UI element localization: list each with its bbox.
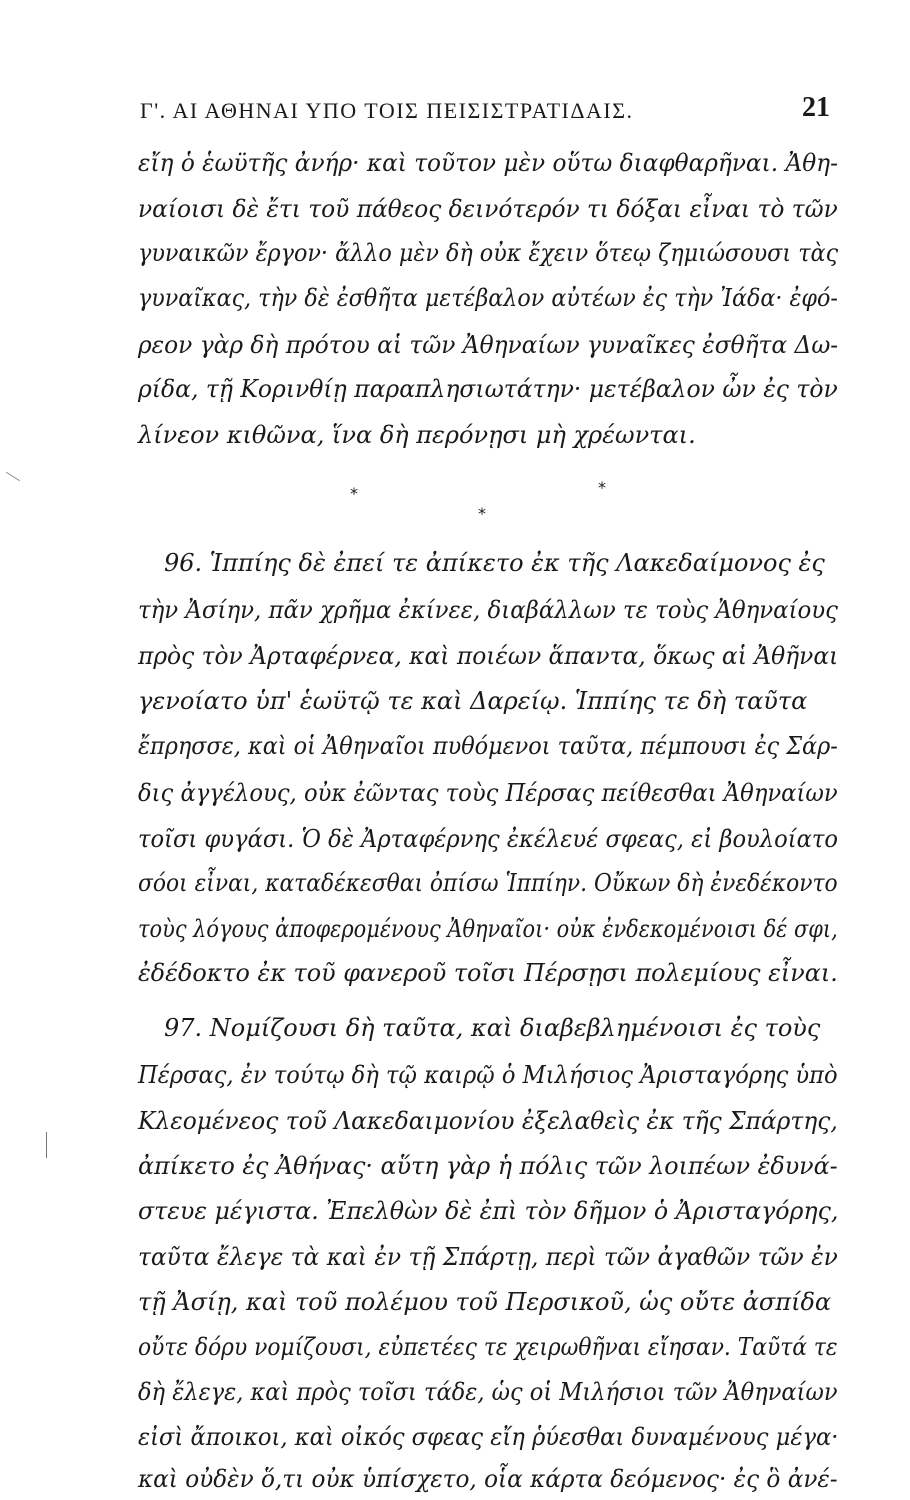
text-line: λίνεον κιθῶνα, ἵνα δὴ περόνῃσι μὴ χρέωνται. [138,421,696,449]
text-line: καὶ οὐδὲν ὅ,τι οὐκ ὑπίσχετο, οἷα κάρτα δεόμενος· ἐς ὃ ἀνέ- [138,1465,838,1493]
separator-asterisk: * [598,478,606,497]
text-line: ρίδα, τῇ Κορινθίῃ παραπλησιωτάτην· μετέβαλον ὦν ἐς τὸν [138,375,838,403]
text-line: ταῦτα ἔλεγε τὰ καὶ ἐν τῇ Σπάρτῃ, περὶ τῶν ἀγαθῶν τῶν ἐν [138,1243,838,1271]
text-line: ρεον γὰρ δὴ πρότου αἱ τῶν Ἀθηναίων γυναῖκες ἐσθῆτα Δω- [138,331,839,359]
text-line: τοὺς λόγους ἀποφερομένους Ἀθηναῖοι· οὐκ ἐνδεκομένοισι δέ σφι, [138,915,838,943]
running-header [140,92,830,132]
text-line: 96. Ἱππίης δὲ ἐπεί τε ἀπίκετο ἐκ τῆς Λακεδαίμονος ἐς [164,549,825,577]
text-line: δις ἀγγέλους, οὐκ ἐῶντας τοὺς Πέρσας πείθεσθαι Ἀθηναίων [138,779,838,807]
text-line: στευε μέγιστα. Ἐπελθὼν δὲ ἐπὶ τὸν δῆμον ὁ Ἀρισταγόρης, [138,1197,839,1225]
margin-mark [46,1132,47,1158]
text-line: Πέρσας, ἐν τούτῳ δὴ τῷ καιρῷ ὁ Μιλήσιος Ἀρισταγόρης ὑπὸ [138,1061,838,1089]
separator-asterisk: * [350,484,358,503]
text-line: δὴ ἔλεγε, καὶ πρὸς τοῖσι τάδε, ὡς οἱ Μιλήσιοι τῶν Ἀθηναίων [138,1378,838,1406]
scan-edge-mark [6,472,20,481]
chapter-title: Γ'. ΑΙ ΑΘΗΝΑΙ ΥΠΟ ΤΟΙΣ ΠΕΙΣΙΣΤΡΑΤΙΔΑΙΣ. [140,98,634,123]
text-line: τῇ Ἀσίῃ, καὶ τοῦ πολέμου τοῦ Περσικοῦ, ὡς οὔτε ἀσπίδα [138,1288,832,1316]
text-line: ἀπίκετο ἐς Ἀθήνας· αὕτη γὰρ ἡ πόλις τῶν λοιπέων ἐδυνά- [138,1152,838,1180]
text-line: εἴη ὁ ἑωϋτῆς ἀνήρ· καὶ τοῦτον μὲν οὕτω διαφθαρῆναι. Ἀθη- [138,149,838,177]
text-line: τοῖσι φυγάσι. Ὁ δὲ Ἀρταφέρνης ἐκέλευέ σφεας, εἰ βουλοίατο [138,825,838,853]
text-line: πρὸς τὸν Ἀρταφέρνεα, καὶ ποιέων ἅπαντα, ὅκως αἱ Ἀθῆναι [138,642,839,670]
text-line: ἐδέδοκτο ἐκ τοῦ φανεροῦ τοῖσι Πέρσῃσι πολεμίους εἶναι. [138,959,838,987]
text-line: 97. Νομίζουσι δὴ ταῦτα, καὶ διαβεβλημένοισι ἐς τοὺς [164,1014,821,1042]
text-line: γυναῖκας, τὴν δὲ ἐσθῆτα μετέβαλον αὐτέων ἐς τὴν Ἰάδα· ἐφό- [138,284,838,312]
text-line: γενοίατο ὑπ' ἑωϋτῷ τε καὶ Δαρείῳ. Ἱππίης τε δὴ ταῦτα [138,687,808,715]
text-line: Κλεομένεος τοῦ Λακεδαιμονίου ἐξελαθεὶς ἐκ τῆς Σπάρτης, [138,1107,838,1135]
text-line: ἔπρησσε, καὶ οἱ Ἀθηναῖοι πυθόμενοι ταῦτα, πέμπουσι ἐς Σάρ- [138,732,838,760]
text-line: τὴν Ἀσίην, πᾶν χρῆμα ἐκίνεε, διαβάλλων τε τοὺς Ἀθηναίους [138,596,838,624]
text-line: οὔτε δόρυ νομίζουσι, εὐπετέες τε χειρωθῆναι εἴησαν. Ταῦτά τε [138,1333,838,1361]
text-line: ναίοισι δὲ ἔτι τοῦ πάθεος δεινότερόν τι δόξαι εἶναι τὸ τῶν [138,195,838,223]
separator-asterisk: * [478,504,486,523]
text-line: γυναικῶν ἔργον· ἄλλο μὲν δὴ οὐκ ἔχειν ὅτεῳ ζημιώσουσι τὰς [138,239,839,267]
text-line: εἰσὶ ἄποικοι, καὶ οἰκός σφεας εἴη ῥύεσθαι δυναμένους μέγα· [138,1423,839,1451]
text-line: σόοι εἶναι, καταδέκεσθαι ὀπίσω Ἱππίην. Οὔκων δὴ ἐνεδέκοντο [138,869,838,897]
page-number: 21 [802,92,830,123]
